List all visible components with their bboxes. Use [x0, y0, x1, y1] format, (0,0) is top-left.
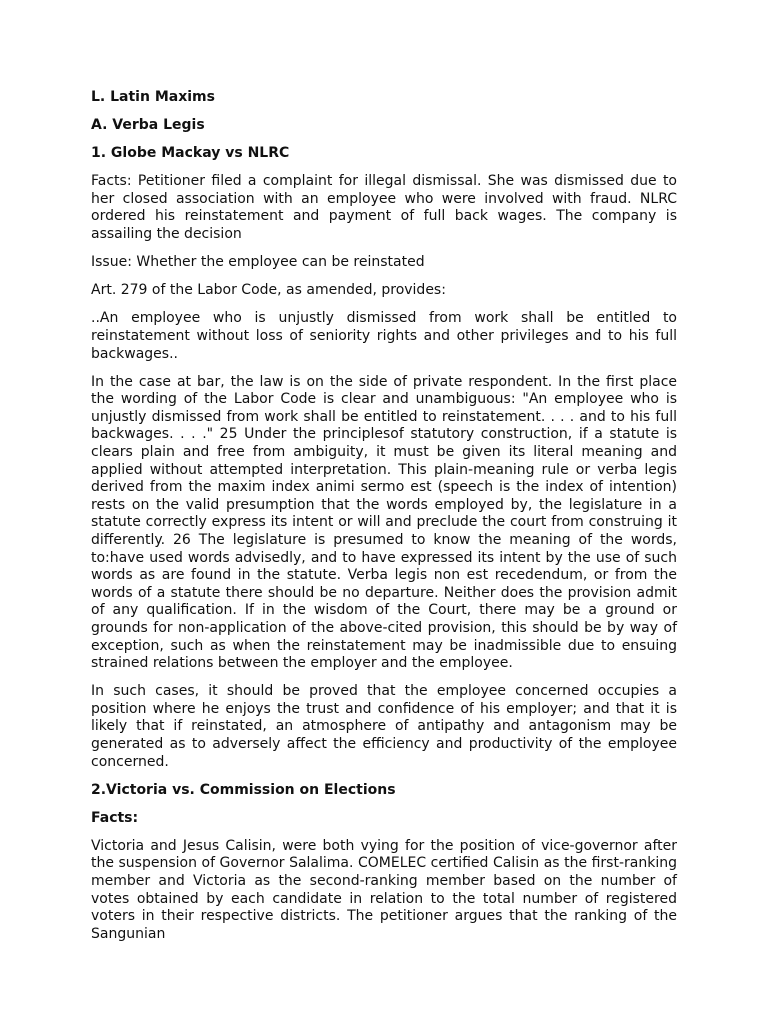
- case-1-issue: Issue: Whether the employee can be reinstated: [91, 254, 425, 271]
- heading-latin-maxims: L. Latin Maxims: [91, 89, 215, 105]
- case-2-facts: Victoria and Jesus Calisin, were both vying for the position of vice-governor after the suspension of Governor Salalima. COMELEC certified Calisin as the first-ranking member and Victoria as the second-ranking member based on the number of votes obtained by each candidate in relation to the total number of registered voters in their respective districts. The petitioner argues that the ranking of the Sangunian: [91, 837, 677, 942]
- case-1-title: 1. Globe Mackay vs NLRC: [91, 145, 290, 162]
- case-2-facts-heading: Facts:: [91, 809, 139, 826]
- heading-verba-legis: A. Verba Legis: [91, 117, 205, 134]
- case-1-facts: Facts: Petitioner filed a complaint for illegal dismissal. She was dismissed due to her closed association with an employee who were involved with fraud. NLRC ordered his reinstatement and payment of full back wages. The company is assailing the decision: [91, 173, 677, 243]
- case-2-title: 2.Victoria vs. Commission on Elections: [91, 781, 396, 798]
- document-page: [91, 89, 677, 954]
- case-1-article-quote: ..An employee who is unjustly dismissed from work shall be entitled to reinstatement without loss of seniority rights and other privileges and to his full backwages..: [91, 310, 677, 362]
- case-1-ruling: In the case at bar, the law is on the side of private respondent. In the first place the wording of the Labor Code is clear and unambiguous: "An employee who is unjustly dismissed from work shall be entitled to reinstatement. . . . and to his full backwages. . . ." 25 Under the principlesof statutory construction, if a statute is clears plain and free from ambiguity, it must be given its literal meaning and applied without attempted interpretation. This plain-meaning rule or verba legis derived from the maxim index animi sermo est (speech is the index of intention) rests on the valid presumption that the words employed by, the legislature in a statute correctly express its intent or will and preclude the court from construing it differently. 26 The legislature is presumed to know the meaning of the words, to:have used words advisedly, and to have expressed its intent by the use of such words as are found in the statute. Verba legis non est recedendum, or from the words of a statute there should be no departure. Neither does the provision admit of any qualification. If in the wisdom of the Court, there may be a ground or grounds for non-application of the above-cited provision, this should be by way of exception, such as when the reinstatement may be inadmissible due to ensuing strained relations between the employer and the employee.: [91, 373, 677, 672]
- case-1-article-intro: Art. 279 of the Labor Code, as amended, provides:: [91, 282, 446, 299]
- case-1-exception: In such cases, it should be proved that the employee concerned occupies a position where he enjoys the trust and confidence of his employer; and that it is likely that if reinstated, an atmosphere of antipathy and antagonism may be generated as to adversely affect the efficiency and productivity of the employee concerned.: [91, 683, 677, 770]
